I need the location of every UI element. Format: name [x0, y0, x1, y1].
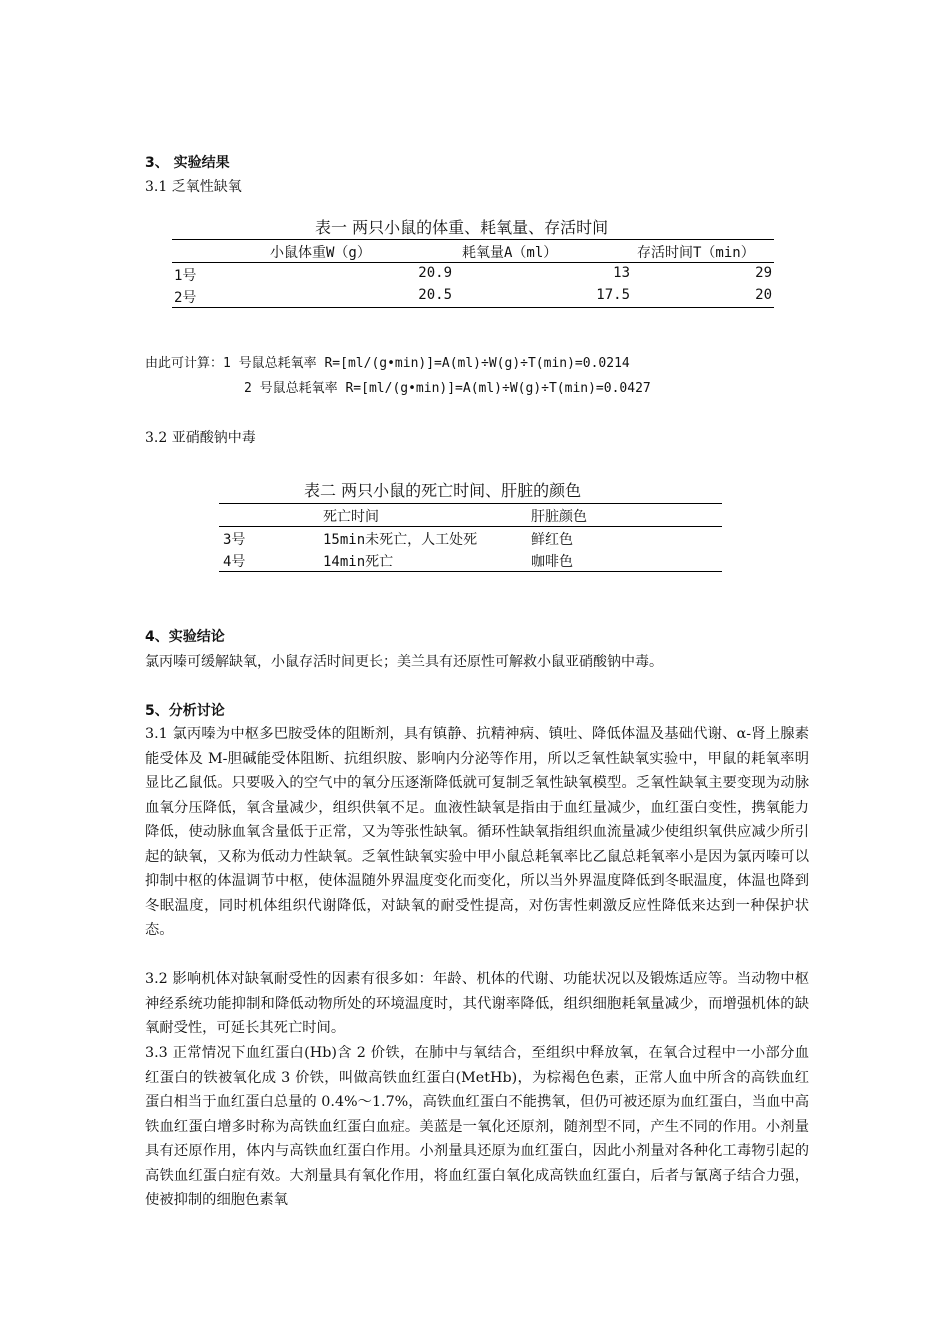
table1-header-oxygen: 耗氧量A（ml）: [462, 245, 558, 261]
table2: [219, 503, 722, 572]
table2-cell-color: 鲜红色: [531, 532, 573, 548]
table-row: [219, 527, 722, 549]
discussion-paragraph-1: 3.1 氯丙嗪为中枢多巴胺受体的阻断剂，具有镇静、抗精神病、镇吐、降低体温及基础代谢、α-肾上腺素能受体及 M-胆碱能受体阻断、抗组织胺、影响内分泌等作用，所以乏氧性缺氧实验中，甲鼠的耗氧率明显比乙鼠低。只要吸入的空气中的氧分压逐渐降低就可复制乏氧性缺氧模型。乏氧性缺氧主要变现为动脉血氧分压降低，氧含量减少，组织供氧不足。血液性缺氧是指由于血红量减少，血红蛋白变性，携氧能力降低，使动脉血氧含量低于正常，又为等张性缺氧。循环性缺氧指组织血流量减少使组织氧供应减少所引起的缺氧，又称为低动力性缺氧。乏氧性缺氧实验中甲小鼠总耗氧率比乙鼠总耗氧率小是因为氯丙嗪可以抑制中枢的体温调节中枢，使体温随外界温度变化而变化，所以当外界温度降低到冬眠温度，体温也降到冬眠温度，同时机体组织代谢降低，对缺氧的耐受性提高，对伤害性刺激反应性降低来达到一种保护状态。: [145, 726, 809, 938]
section3-sub2: 3.2 亚硝酸钠中毒: [145, 430, 256, 446]
table2-row-label: 4号: [223, 554, 246, 570]
table2-header-death: 死亡时间: [323, 509, 379, 525]
table1-header-time: 存活时间T（min）: [637, 245, 755, 261]
section3-heading: 3、 实验结果: [145, 155, 230, 171]
table1-header-row: [172, 240, 774, 263]
table1-cell-weight: 20.5: [418, 287, 452, 303]
calc-line-2: 2 号鼠总耗氧率 R=[ml/(g•min)]=A(ml)÷W(g)÷T(min)=0.0427: [244, 381, 651, 396]
table1-row-label: 2号: [174, 290, 197, 306]
table1-cell-time: 29: [755, 265, 772, 281]
table1-caption: 表一 两只小鼠的体重、耗氧量、存活时间: [315, 218, 609, 237]
table2-row-label: 3号: [223, 532, 246, 548]
section4-heading: 4、实验结论: [145, 629, 225, 645]
discussion-paragraph-3: 3.3 正常情况下血红蛋白(Hb)含 2 价铁，在肺中与氧结合，至组织中释放氧，在氧合过程中一小部分血红蛋白的铁被氧化成 3 价铁，叫做高铁血红蛋白(MetHb)，为棕褐色色素，正常人血中所含的高铁血红蛋白相当于血红蛋白总量的 0.4%～1.7%，高铁血红蛋白不能携氧，但仍可被还原为血红蛋白，当血中高铁血红蛋白增多时称为高铁血红蛋白血症。美蓝是一氧化还原剂，随剂型不同，产生不同的作用。小剂量具有还原作用，体内与高铁血红蛋白作用。小剂量具还原为血红蛋白，因此小剂量对各种化工毒物引起的高铁血红蛋白症有效。大剂量具有氧化作用，将血红蛋白氧化成高铁血红蛋白，后者与氰离子结合力强，使被抑制的细胞色素氧: [145, 1045, 809, 1208]
table1-cell-weight: 20.9: [418, 265, 452, 281]
table2-cell-color: 咖啡色: [531, 554, 573, 570]
section4-text: 氯丙嗪可缓解缺氧，小鼠存活时间更长；美兰具有还原性可解救小鼠亚硝酸钠中毒。: [145, 654, 663, 670]
discussion-paragraph-2: 3.2 影响机体对缺氧耐受性的因素有很多如：年龄、机体的代谢、功能状况以及锻炼适应等。当动物中枢神经系统功能抑制和降低动物所处的环境温度时，其代谢率降低，组织细胞耗氧量减少，而增强机体的缺氧耐受性，可延长其死亡时间。: [145, 971, 809, 1036]
table1-cell-time: 20: [755, 287, 772, 303]
table2-cell-death: 14min死亡: [323, 554, 394, 570]
table2-caption: 表二 两只小鼠的死亡时间、肝脏的颜色: [304, 481, 582, 500]
table2-header-color: 肝脏颜色: [531, 509, 587, 525]
table-row: [172, 263, 774, 285]
table1: [172, 239, 774, 308]
section3-sub1: 3.1 乏氧性缺氧: [145, 179, 242, 195]
table1-cell-oxygen: 17.5: [596, 287, 630, 303]
table1-row-label: 1号: [174, 268, 197, 284]
table1-header-weight: 小鼠体重W（g）: [270, 245, 371, 261]
table2-cell-death: 15min未死亡，人工处死: [323, 532, 478, 548]
calc-line-1: 由此可计算：1 号鼠总耗氧率 R=[ml/(g•min)]=A(ml)÷W(g)÷T(min)=0.0214: [145, 356, 630, 371]
table-row: [172, 285, 774, 307]
section5-heading: 5、分析讨论: [145, 703, 225, 719]
table2-header-row: [219, 504, 722, 527]
table-row: [219, 549, 722, 571]
table1-cell-oxygen: 13: [613, 265, 630, 281]
